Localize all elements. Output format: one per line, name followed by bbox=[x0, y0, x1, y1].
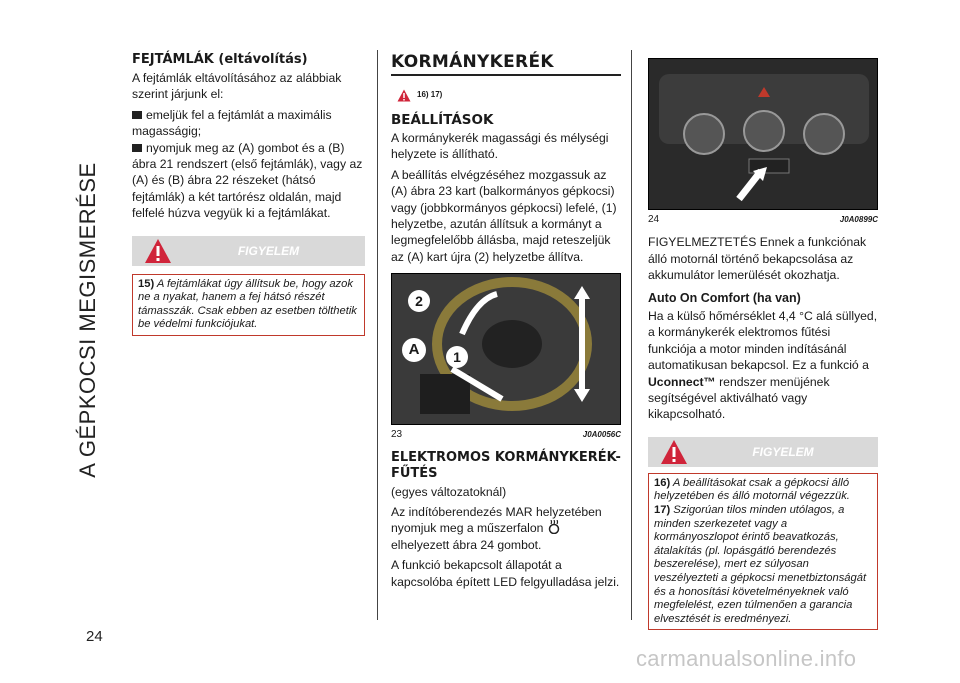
warning-text: Szigorúan tilos minden utólagos, a minden szerkezetet vagy a kormányoszlopot érintő beavatkozás, átalakítás (pl. lopásgátló berendezés beszerelése), mert ez súlyosan veszélyezteti a gépkocsi menetbiztonságát és a honosítási követelményeknek való megfelelést, ezen túlmenően a garancia elvesztését is eredményezi. bbox=[654, 504, 867, 625]
bullet-icon bbox=[132, 111, 142, 119]
bullet-icon bbox=[132, 144, 142, 152]
heated-para-2 bbox=[391, 504, 621, 537]
warning-header bbox=[648, 437, 878, 467]
headrest-step-2 bbox=[132, 140, 365, 222]
figure-number: 23 bbox=[391, 429, 403, 441]
step-text: nyomjuk meg az (A) gombot és a (B) ábra 21 rendszert (első fejtámlák), vagy az (A) és (B) ábra 22 részeket (hátsó fejtámlák) a két tartórész oldalán, majd felfelé húzva vegyük ki a fejtámlákat. bbox=[132, 140, 363, 221]
page-number: 24 bbox=[86, 628, 103, 645]
column-divider bbox=[631, 50, 632, 620]
headrest-step-1 bbox=[132, 107, 365, 140]
warning-number: 17) bbox=[654, 504, 671, 517]
warning-box bbox=[132, 274, 365, 336]
heated-para-3: elhelyezett ábra 24 gombot. bbox=[391, 537, 542, 552]
watermark: carmanualsonline.info bbox=[636, 646, 857, 671]
heated-para-2-text: Az indítóberendezés MAR helyzetében nyomjuk meg a műszerfalon bbox=[391, 505, 602, 536]
warning-refs bbox=[391, 84, 621, 106]
warning-title: FIGYELEM bbox=[237, 243, 300, 258]
warning-box bbox=[648, 473, 878, 631]
auto-on-para bbox=[648, 308, 878, 423]
warning-header bbox=[132, 236, 365, 266]
figure-number: 24 bbox=[648, 214, 660, 225]
heated-steering-icon bbox=[547, 520, 563, 534]
warning-16 bbox=[654, 477, 872, 504]
figure-23-steering-adjust bbox=[391, 273, 621, 425]
column-heated-wheel bbox=[648, 58, 878, 630]
side-section-title bbox=[60, 40, 116, 600]
heated-para-1: (egyes változatoknál) bbox=[391, 484, 507, 499]
uconnect-label: Uconnect™ bbox=[648, 374, 716, 389]
callout-2: 2 bbox=[408, 290, 430, 312]
auto-on-text-1: Ha a külső hőmérséklet 4,4 °C alá süllyed, a kormánykerék elektromos fűtési funkciója a motor minden indításánál automatikusan bekapcsol. Ez a funkció a bbox=[648, 309, 878, 373]
warning-17 bbox=[654, 504, 872, 626]
heated-para-4: A funkció bekapcsolt állapotát a kapcsolóba épített LED felgyulladása jelzi. bbox=[391, 558, 620, 589]
dashboard-illustration bbox=[649, 59, 877, 209]
heading-rule bbox=[391, 74, 621, 76]
warning-text: A beállításokat csak a gépkocsi álló helyzetében és álló motornál végezzük. bbox=[654, 476, 850, 503]
steering-heading: KORMÁNYKERÉK bbox=[391, 52, 554, 72]
callout-a: A bbox=[402, 338, 426, 362]
auto-on-text-2: rendszer menüjének segítségével aktiválható vagy kikapcsolható. bbox=[648, 374, 830, 422]
figure-23-caption bbox=[391, 427, 621, 443]
warning-refs-text: 16) 17) bbox=[417, 89, 443, 99]
settings-para-1: A kormánykerék magassági és mélységi helyzete is állítható. bbox=[391, 131, 609, 162]
auto-on-subheading: Auto On Comfort (ha van) bbox=[648, 290, 801, 305]
settings-para-2: A beállítás elvégzéséhez mozgassuk az (A) ábra 23 kart (balkormányos gépkocsi) vagy (jobbkormányos gépkocsi) lefelé, (1) helyzetbe, azután állítsuk a kormányt a legmegfelelőbb állásba, majd reteszeljük az (A) kart újra (2) helyzetbe állítva. bbox=[391, 167, 617, 264]
warning-number: 15) bbox=[138, 277, 155, 290]
notice-para: FIGYELMEZTETÉS Ennek a funkciónak álló motornál történő bekapcsolása az akkumulátor lemerülését okozhatja. bbox=[648, 235, 867, 283]
figure-code: J0A0056C bbox=[582, 430, 621, 440]
warning-text: A fejtámlákat úgy állítsuk be, hogy azok ne a nyakat, hanem a fej hátsó részét támasszák. Csak ebben az esetben tölthetik be védelmi funkciójukat. bbox=[138, 277, 357, 331]
figure-24-caption bbox=[648, 212, 878, 228]
column-steering-wheel bbox=[391, 52, 621, 594]
warning-number: 16) bbox=[654, 476, 671, 489]
side-title-text: A GÉPKOCSI MEGISMERÉSE bbox=[75, 162, 100, 478]
callout-1: 1 bbox=[446, 346, 468, 368]
headrest-heading: FEJTÁMLÁK (eltávolítás) bbox=[132, 52, 308, 67]
step-text: emeljük fel a fejtámlát a maximális magasságig; bbox=[132, 107, 332, 139]
heated-wheel-subheading: ELEKTROMOS KORMÁNYKERÉK-FŰTÉS bbox=[391, 449, 621, 481]
figure-code: J0A0899C bbox=[839, 215, 878, 224]
headrest-intro: A fejtámlák eltávolításához az alábbiak szerint járjunk el: bbox=[132, 71, 342, 102]
warning-title: FIGYELEM bbox=[752, 444, 814, 459]
column-headrests bbox=[132, 52, 365, 336]
settings-subheading: BEÁLLÍTÁSOK bbox=[391, 112, 494, 128]
column-divider bbox=[377, 50, 378, 620]
figure-24-dashboard-button bbox=[648, 58, 878, 210]
warning-triangle-icon bbox=[397, 89, 411, 102]
